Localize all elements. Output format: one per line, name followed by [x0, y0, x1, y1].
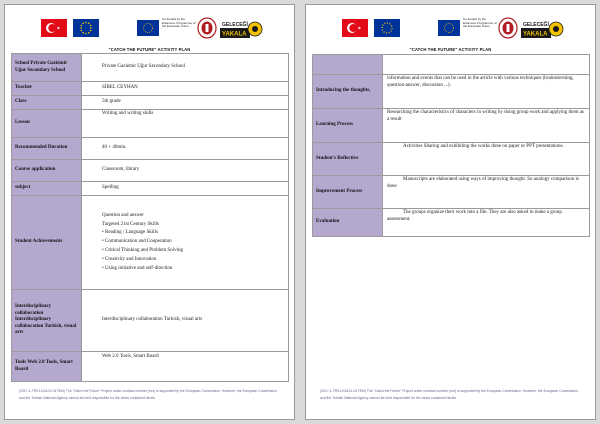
row-label: Learning Process	[313, 109, 383, 143]
eu-cofunded-text: Co-funded by the Erasmus+ Programme of the European Union	[463, 17, 497, 28]
table-row	[12, 352, 289, 382]
project-logo-top-text: GELECEĞİ	[222, 22, 248, 28]
plan-title: "CATCH THE FUTURE" ACTIVITY PLAN	[409, 47, 492, 52]
table-row	[313, 176, 590, 209]
erasmus-eu-flag-icon	[438, 20, 460, 36]
row-label: Improvement Process	[313, 176, 383, 209]
turkey-flag-icon	[342, 19, 368, 37]
table-row	[313, 55, 590, 75]
row-value: Classroom, library	[82, 160, 289, 182]
list-item: • Critical Thinking and Problem Solving	[102, 248, 183, 254]
row-value: Writing and writing skills	[82, 110, 289, 138]
project-logo	[520, 18, 564, 40]
eu-flag-icon	[73, 19, 99, 37]
turkey-flag-icon	[41, 19, 67, 37]
activity-plan-table	[11, 53, 289, 382]
row-label: Evaluation	[313, 209, 383, 237]
row-value: Manuscripts are elaborated using ways of improving thought. So analogy comparison is done	[383, 176, 590, 209]
list-item: • Using initiative and self-direction	[102, 265, 173, 271]
row-value: The groups organize their work into a file. They are also asked to make a group assessment.	[383, 209, 590, 237]
erasmus-eu-flag-icon	[137, 20, 159, 36]
project-logo-top-text: GELECEĞİ	[523, 22, 549, 28]
table-row	[313, 109, 590, 143]
row-label: Interdisciplinary collaboration Interdisciplinary collaboration Turkish, visual arts	[12, 290, 82, 352]
row-label: subject	[12, 182, 82, 196]
row-value: Interdisciplinary collaboration Turkish, visual arts	[82, 290, 289, 352]
list-item: • Reading / Language Skills	[102, 230, 158, 236]
document-page-left	[4, 4, 295, 420]
row-value: information and events that can be used in the article with various techniques (brainstorming, question-answer, discussion ...).	[383, 75, 590, 109]
activity-plan-table	[312, 54, 590, 237]
table-row	[12, 96, 289, 110]
table-row	[12, 182, 289, 196]
row-label: Teacher	[12, 82, 82, 96]
row-value: 40 + 40min.	[82, 138, 289, 160]
row-value: Spelling	[82, 182, 289, 196]
table-row	[12, 160, 289, 182]
row-value: SİBEL CEYHAN	[82, 82, 289, 96]
row-label: School Private Gaziemir Uğur Secondary School	[12, 54, 82, 82]
achievements-list	[82, 196, 289, 290]
row-label: Recommended Duration	[12, 138, 82, 160]
list-item: • Creativity and Innovation	[102, 257, 157, 262]
list-item: • Communication and Cooperation	[102, 239, 172, 245]
table-row	[313, 75, 590, 109]
list-item: Question and answer	[102, 212, 144, 218]
row-label: Introducing the thoughts,	[313, 75, 383, 109]
table-row	[12, 138, 289, 160]
table-row	[12, 110, 289, 138]
row-label: Class	[12, 96, 82, 110]
row-label	[313, 55, 383, 75]
table-row	[12, 290, 289, 352]
eu-flag-icon	[374, 19, 400, 37]
row-value: Activities Sharing and exhibiting the works done on paper or PPT presentations.	[383, 143, 590, 176]
plan-title: "CATCH THE FUTURE" ACTIVITY PLAN	[108, 47, 191, 52]
row-label: Student Achievements	[12, 196, 82, 290]
row-value	[383, 55, 590, 75]
list-item: Targeted 21st Century Skills	[102, 221, 159, 227]
row-value: Researching the characteristics of characters in writing by doing group work and applying them as a result	[383, 109, 590, 143]
document-page-right	[305, 4, 596, 420]
table-row	[313, 143, 590, 176]
table-row	[313, 209, 590, 237]
school-seal-icon	[197, 17, 217, 39]
row-label: Tools Web 2.0 Tools, Smart Board	[12, 352, 82, 382]
row-label: Student's Reflective	[313, 143, 383, 176]
eu-cofunded-text: Co-funded by the Erasmus+ Programme of the European Union	[162, 17, 196, 28]
project-logo-bottom-text: YAKALA	[523, 31, 548, 38]
footer-disclaimer: (2017-1-TR01-KA101-047394) The "Catch the Future" Project under contract number (xxx) is supported by the European Commission. However, the European Commission and the Turkish National Agency cannot be held responsible for the views contained herein.	[19, 389, 277, 400]
project-logo-bottom-text: YAKALA	[222, 31, 247, 38]
row-label: Lesson	[12, 110, 82, 138]
row-value: Private Gaziemir Uğur Secondary School	[82, 54, 289, 82]
header-logos	[306, 17, 595, 41]
project-logo	[219, 18, 263, 40]
row-value: Web 2.0 Tools, Smart Board	[82, 352, 289, 382]
table-row	[12, 82, 289, 96]
table-row	[12, 196, 289, 290]
table-row	[12, 54, 289, 82]
footer-disclaimer: (2017-1-TR01-KA101-047394) The "Catch the Future" Project under contract number (xxx) is supported by the European Commission. However, the European Commission and the Turkish National Agency cannot be held responsible for the views contained herein.	[320, 389, 578, 400]
school-seal-icon	[498, 17, 518, 39]
row-value: 5th grade	[82, 96, 289, 110]
header-logos	[5, 17, 294, 41]
row-label: Course application	[12, 160, 82, 182]
